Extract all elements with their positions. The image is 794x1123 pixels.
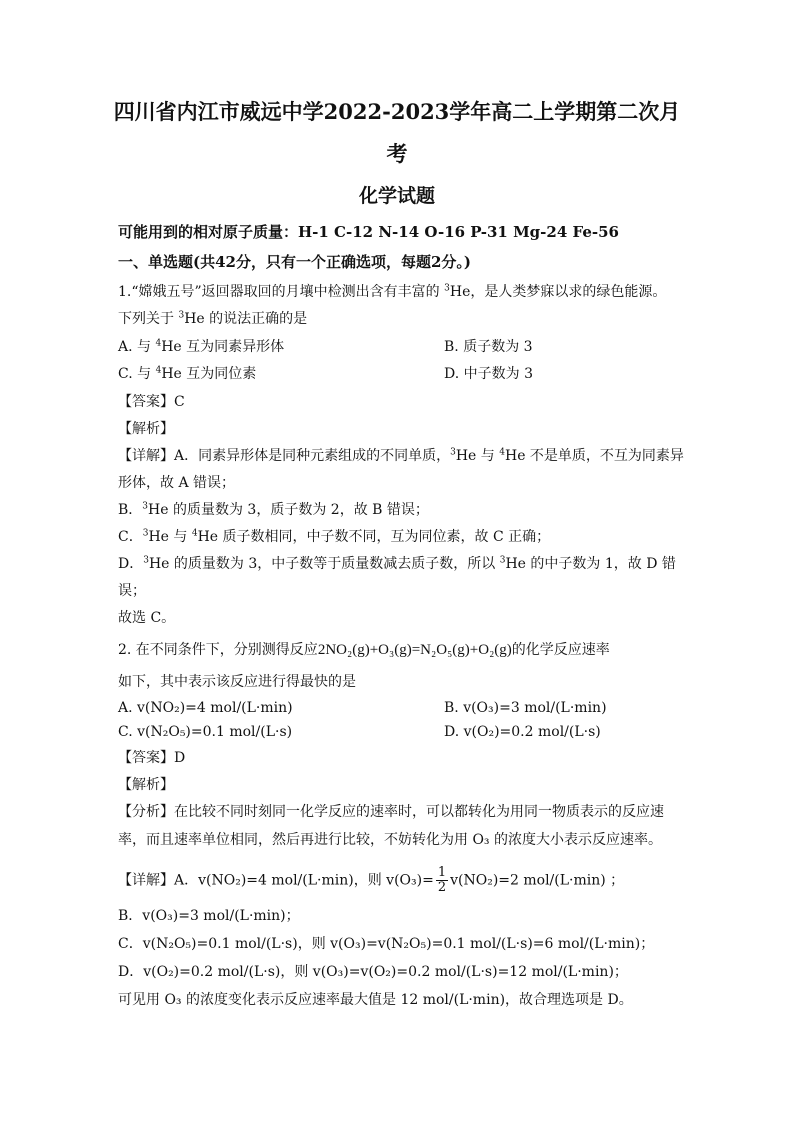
q1-option-a <box>118 337 284 357</box>
option-text: A. 与 <box>118 339 156 355</box>
mass-number-sup: 3 <box>143 555 149 566</box>
q2-fenxi-line1: 【分析】在比较不同时刻同一化学反应的速率时，可以都转化为用同一物质表示的反应速 <box>118 804 664 820</box>
mass-number-sup: 4 <box>191 528 198 539</box>
mass-number-sup: 3 <box>178 310 185 321</box>
detail-text: He 的质量数为 3，质子数为 2，故 B 错误； <box>148 502 429 518</box>
option-text: C. 与 <box>118 366 156 382</box>
q2-stem-text-end: 的化学反应速率 <box>511 642 610 658</box>
mass-number-sup: 4 <box>155 338 162 349</box>
q1-stem-text-end: He，是人类梦寐以求的绿色能源。 <box>449 284 667 300</box>
q2-conclusion: 可见用 O₃ 的浓度变化表示反应速率最大值是 12 mol/(L·min)，故合理选项是 D。 <box>118 992 633 1008</box>
detail-text: v(NO₂)=2 mol/(L·min) ； <box>450 872 625 889</box>
q1-detail-b <box>118 500 688 520</box>
q2-answer: 【答案】D <box>118 750 186 766</box>
mass-number-sup: 3 <box>499 555 506 566</box>
detail-text: D． <box>118 556 144 572</box>
q1-option-b: B. 质子数为 3 <box>444 339 533 355</box>
q1-detail-c <box>118 527 688 547</box>
reaction-equation: 2NO₂(g)+O₃(g)=N₂O₅(g)+O₂(g) <box>317 642 512 658</box>
page-subtitle: 化学试题 <box>358 185 435 207</box>
q2-detail-b: B．v(O₃)=3 mol/(L·min)； <box>118 908 300 924</box>
atomic-masses-line: 可能用到的相对原子质量：H-1 C-12 N-14 O-16 P-31 Mg-24 Fe-56 <box>118 223 619 241</box>
mass-number-sup: 3 <box>142 501 149 512</box>
detail-text: 【详解】A．v(NO₂)=4 mol/(L·min)，则 v(O₃)= <box>118 872 434 889</box>
q1-stem-line2 <box>118 309 688 329</box>
q1-detail-d-line2: 误； <box>118 583 146 599</box>
q2-option-b: B. v(O₃)=3 mol/(L·min) <box>444 700 607 716</box>
fraction-one-half <box>436 866 448 895</box>
detail-text: He 与 <box>455 448 500 464</box>
detail-text: He 与 <box>148 529 192 545</box>
fraction-denominator: 2 <box>437 880 447 895</box>
mass-number-sup: 4 <box>499 447 505 458</box>
page-title-line1: 四川省内江市威远中学2022-2023学年高二上学期第二次月 <box>113 99 681 124</box>
q2-stem-text: 2. 在不同条件下，分别测得反应 <box>118 642 318 658</box>
q1-answer: 【答案】C <box>118 394 185 410</box>
fraction-numerator: 1 <box>437 865 447 880</box>
q2-option-a: A. v(NO₂)=4 mol/(L·min) <box>118 700 293 716</box>
detail-text: B． <box>118 502 143 518</box>
detail-text: He 的中子数为 1，故 D 错 <box>505 556 676 572</box>
q2-fenxi-line2: 率，而且速率单位相同，然后再进行比较，不妨转化为用 O₃ 的浓度大小表示反应速率。 <box>118 832 662 848</box>
mass-number-sup: 3 <box>142 528 149 539</box>
q1-stem-line1 <box>118 282 688 302</box>
q2-detail-a <box>118 866 688 895</box>
option-text: He 互为同素异形体 <box>161 339 285 355</box>
q1-detail-a-line1 <box>118 446 688 466</box>
mass-number-sup: 4 <box>155 365 162 376</box>
detail-text: He 不是单质，不互为同素异 <box>504 448 684 464</box>
detail-text: He 的质量数为 3，中子数等于质量数减去质子数，所以 <box>148 556 500 572</box>
q2-stem-line2: 如下，其中表示该反应进行得最快的是 <box>118 674 356 690</box>
q2-detail-d: D．v(O₂)=0.2 mol/(L·s)，则 v(O₃)=v(O₂)=0.2 mol/(L·s)=12 mol/(L·min)； <box>118 964 628 980</box>
q2-analysis-label: 【解析】 <box>118 777 174 793</box>
q2-option-c: C. v(N₂O₅)=0.1 mol/(L·s) <box>118 724 293 740</box>
q1-stem-text: 1.“嫦娥五号”返回器取回的月壤中检测出含有丰富的 <box>118 284 445 300</box>
q1-stem-text-end: He 的说法正确的是 <box>184 311 308 327</box>
detail-text: 【详解】A．同素异形体是同种元素组成的不同单质， <box>118 448 451 464</box>
mass-number-sup: 3 <box>444 283 450 294</box>
q1-conclusion: 故选 C。 <box>118 610 176 626</box>
q1-analysis-label: 【解析】 <box>118 421 174 437</box>
q1-option-d: D. 中子数为 3 <box>444 366 533 382</box>
mass-number-sup: 3 <box>450 447 456 458</box>
section-heading: 一、单选题(共42分，只有一个正确选项，每题2分。) <box>118 253 472 271</box>
option-text: He 互为同位素 <box>161 366 257 382</box>
q2-stem-line1 <box>118 640 688 660</box>
detail-text: C． <box>118 529 143 545</box>
page-title-line2: 考 <box>386 141 408 166</box>
q1-stem-text: 下列关于 <box>118 311 179 327</box>
detail-text: He 质子数相同，中子数不同，互为同位素，故 C 正确； <box>197 529 551 545</box>
q1-option-c <box>118 364 256 384</box>
q2-detail-c: C．v(N₂O₅)=0.1 mol/(L·s)，则 v(O₃)=v(N₂O₅)=0.1 mol/(L·s)=6 mol/(L·min)； <box>118 936 655 952</box>
q2-option-d: D. v(O₂)=0.2 mol/(L·s) <box>444 724 601 740</box>
q1-detail-a-line2: 形体，故 A 错误； <box>118 475 236 491</box>
q1-detail-d-line1 <box>118 554 688 574</box>
